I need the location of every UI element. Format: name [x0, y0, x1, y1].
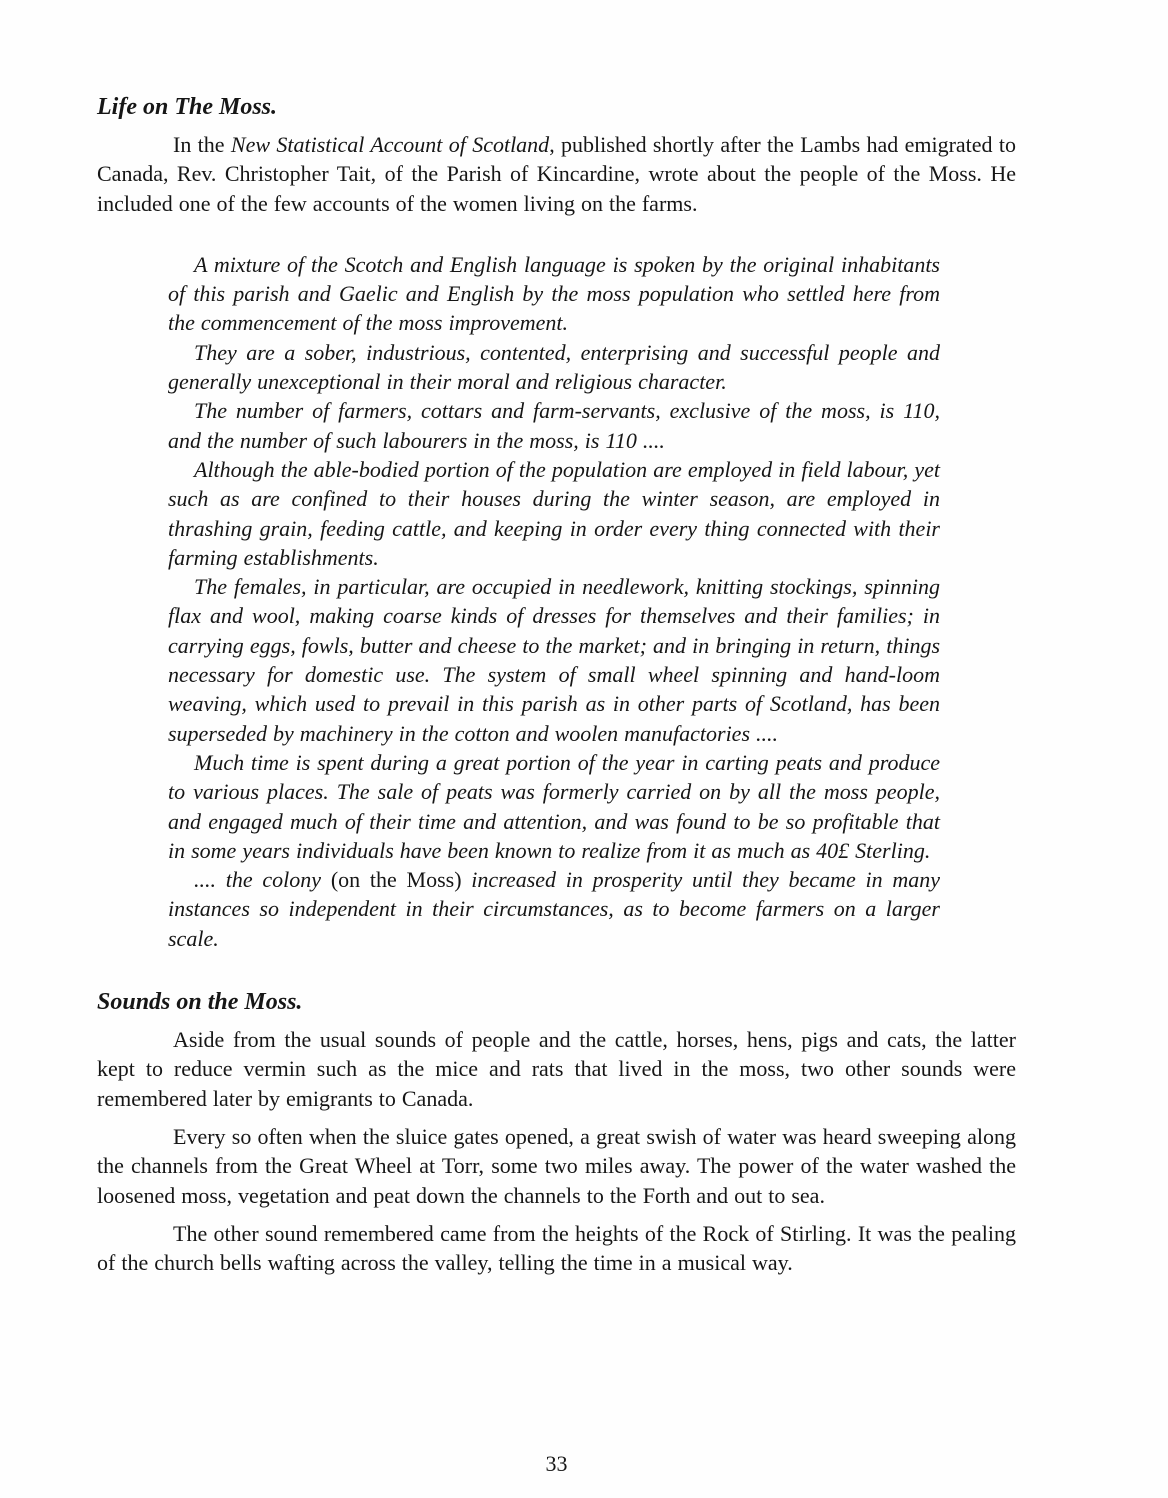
sounds-paragraph-church-bells: The other sound remembered came from the heights of the Rock of Stirling. It was the pealing of the church bells wafting across the valley, telling the time in a musical way.	[97, 1220, 1016, 1276]
quote-paragraph-females-work: The females, in particular, are occupied in needlework, knitting stockings, spinning flax and wool, making coarse kinds of dresses for themselves and their families; in carrying eggs, fowls, butter and cheese to the market; and in bringing in return, things necessary for domestic use. The system of small wheel spinning and hand-loom weaving, which used to prevail in this parish as in other parts of Scotland, has been superseded by machinery in the cotton and woolen manufactories ....	[168, 574, 940, 746]
intro-text-after-title: , published shortly after the Lambs had emigrated to Canada, Rev. Christopher Tait, of the Parish of Kincardine, wrote about the people of the Moss. He included one of the few accounts of the women living on the farms.	[97, 132, 1017, 216]
quote-paragraph-character: They are a sober, industrious, contented, enterprising and successful people and generally unexceptional in their moral and religious character.	[168, 339, 940, 395]
intro-paragraph	[97, 130, 1016, 218]
quote-paragraph-language: A mixture of the Scotch and English language is spoken by the original inhabitants of this parish and Gaelic and English by the moss population who settled here from the commencement of the moss improvement.	[168, 251, 940, 336]
quote-colony-parenthetical: (on the Moss)	[330, 867, 462, 893]
heading-life-on-the-moss: Life on The Moss.	[97, 94, 277, 120]
quote-colony-text-2: increased in prosperity until they became in many instances so independent in their circumstances, as to become farmers on a larger scale.	[168, 867, 940, 951]
quote-paragraph-colony	[168, 865, 940, 953]
page-number: 33	[545, 1451, 568, 1476]
quote-paragraph-winter-work: Although the able-bodied portion of the population are employed in field labour, yet such as are confined to their houses during the winter season, are employed in thrashing grain, feeding cattle, and keeping in order every thing connected with their farming establishments.	[168, 456, 940, 570]
quote-colony-text-1: .... the colony	[194, 867, 331, 893]
sounds-paragraph-sluice-gates: Every so often when the sluice gates opened, a great swish of water was heard sweeping along the channels from the Great Wheel at Torr, some two miles away. The power of the water washed the loosened moss, vegetation and peat down the channels to the Forth and out to sea.	[97, 1123, 1016, 1208]
block-quote-tait-account	[168, 250, 940, 953]
sounds-paragraph-animals: Aside from the usual sounds of people and the cattle, horses, hens, pigs and cats, the latter kept to reduce vermin such as the mice and rats that lived in the moss, two other sounds were remembered later by emigrants to Canada.	[97, 1027, 1016, 1111]
book-title-new-statistical-account: New Statistical Account of Scotland	[230, 132, 550, 157]
intro-text-before-title: In the	[173, 132, 231, 157]
quote-paragraph-peats: Much time is spent during a great portion of the year in carting peats and produce to various places. The sale of peats was formerly carried on by all the moss people, and engaged much of their time and attention, and was found to be so profitable that in some years individuals have been known to realize from it as much as 40£ Sterling.	[168, 749, 940, 863]
heading-sounds-on-the-moss: Sounds on the Moss.	[97, 989, 303, 1016]
quote-paragraph-farmers-count: The number of farmers, cottars and farm-servants, exclusive of the moss, is 110, and the number of such labourers in the moss, is 110 ....	[168, 398, 940, 453]
